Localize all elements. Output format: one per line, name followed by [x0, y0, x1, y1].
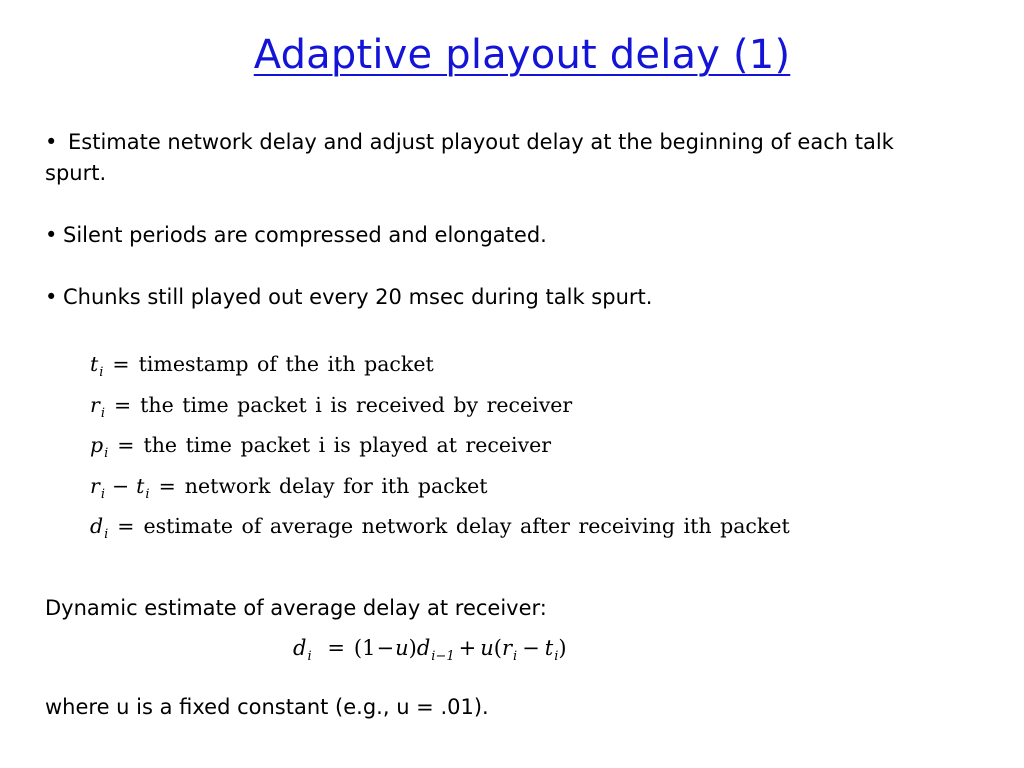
formula-d-prev-subscript: i−1	[431, 649, 455, 664]
bullet-item	[45, 220, 925, 251]
equals-sign: =	[117, 514, 135, 538]
formula-lhs-subscript: i	[307, 649, 312, 664]
definition-list	[90, 346, 790, 549]
formula-t-subscript: i	[554, 649, 559, 664]
definition-row	[90, 346, 790, 387]
bullet-marker: •	[45, 130, 58, 154]
bullet-item	[45, 282, 925, 313]
bullet-text: Chunks still played out every 20 msec during talk spurt.	[63, 285, 653, 309]
delay-estimate-formula	[293, 636, 567, 664]
formula-r-subscript: i	[513, 649, 518, 664]
definition-text: network delay for ith packet	[184, 473, 488, 498]
equals-sign: =	[117, 433, 135, 457]
plus-sign: +	[458, 636, 477, 660]
definition-row	[90, 468, 790, 509]
estimate-heading: Dynamic estimate of average delay at receiver:	[45, 596, 547, 620]
minus-sign: −	[376, 636, 395, 660]
definition-text: estimate of average network delay after receiving ith packet	[143, 514, 790, 538]
minus-sign: −	[111, 473, 130, 498]
formula-close: )	[408, 636, 417, 660]
definition-symbol: r	[90, 392, 100, 417]
bullet-text: Estimate network delay and adjust playout delay at the beginning of each talk spurt.	[45, 130, 894, 185]
definition-symbol: r	[90, 473, 100, 498]
definition-subscript: i	[99, 365, 104, 380]
formula-paren-open: (	[493, 636, 502, 660]
equals-sign: =	[113, 392, 132, 417]
formula-open: (1	[353, 636, 376, 660]
minus-sign: −	[522, 636, 540, 660]
definition-subscript: i	[104, 446, 109, 461]
bullet-marker: •	[45, 285, 58, 309]
bullet-list	[45, 127, 925, 313]
definition-text: timestamp of the ith packet	[138, 352, 434, 376]
equals-sign: =	[112, 352, 130, 376]
definition-subscript: i	[145, 486, 150, 502]
formula-t: t	[544, 636, 554, 660]
slide-title: Adaptive playout delay (1)	[253, 32, 791, 78]
definition-symbol: t	[136, 473, 145, 498]
bullet-item	[45, 127, 925, 189]
definition-row	[90, 508, 790, 549]
definition-text: the time packet i is played at receiver	[143, 433, 552, 457]
definition-symbol: d	[90, 514, 104, 538]
definition-row	[90, 427, 790, 468]
bullet-text: Silent periods are compressed and elongated.	[63, 223, 547, 247]
equals-sign: =	[327, 636, 345, 660]
formula-u2: u	[480, 636, 494, 660]
formula-r: r	[501, 636, 512, 660]
definition-subscript: i	[100, 486, 105, 502]
bullet-marker: •	[45, 223, 58, 247]
definition-subscript: i	[100, 405, 105, 421]
formula-lhs: d	[293, 636, 307, 660]
definition-row	[90, 387, 790, 428]
definition-text: the time packet i is received by receiver	[140, 392, 573, 417]
constant-footnote: where u is a fixed constant (e.g., u = .01).	[45, 695, 489, 719]
equals-sign: =	[158, 473, 176, 498]
formula-u: u	[395, 636, 409, 660]
definition-symbol: t	[90, 352, 99, 376]
definition-subscript: i	[104, 527, 109, 542]
formula-paren-close: )	[558, 636, 567, 660]
definition-symbol: p	[90, 433, 104, 457]
formula-d-prev: d	[416, 636, 431, 660]
